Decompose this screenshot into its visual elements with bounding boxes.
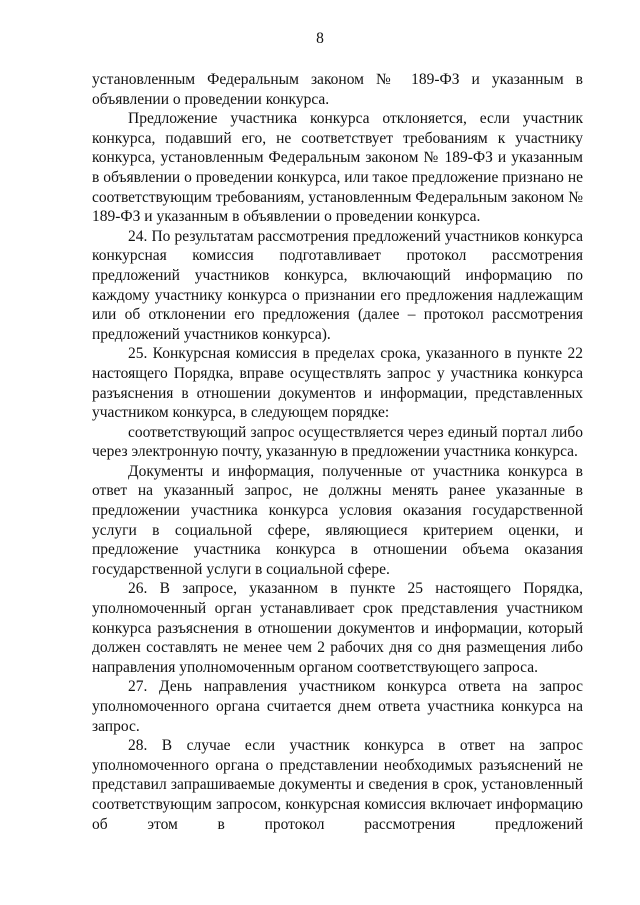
page-number: 8 — [316, 30, 324, 47]
paragraph-clause-28: 28. В случае если участник конкурса в ответ на запрос уполномоченного органа о представлении необходимых разъяснений не представил запрашиваемые документы и сведения в срок, установленный соответствующим запросом, конкурсная комиссия включает информацию об этом в протокол рассмотрения предложений — [92, 737, 583, 833]
paragraph-clause-26: 26. В запросе, указанном в пункте 25 настоящего Порядка, уполномоченный орган устанавливает срок представления участником конкурса разъяснения в отношении документов и информации, который должен составлять не менее чем 2 рабочих дня со дня размещения либо направления уполномоченным органом соответствующего запроса. — [92, 580, 583, 676]
paragraph-continuation: установленным Федеральным законом № 189-ФЗ и указанным в объявлении о проведении конкурса. — [92, 71, 583, 108]
document-body — [92, 70, 583, 834]
paragraph-clause-25: 25. Конкурсная комиссия в пределах срока, указанного в пункте 22 настоящего Порядка, вправе осуществлять запрос у участника конкурса разъяснения в отношении документов и информации, представленных участником конкурса, в следующем порядке: — [92, 345, 583, 422]
paragraph-clause-27: 27. День направления участником конкурса ответа на запрос уполномоченного органа считается днем ответа участника конкурса на запрос. — [92, 678, 583, 735]
paragraph-clause-24: 24. По результатам рассмотрения предложений участников конкурса конкурсная комиссия подготавливает протокол рассмотрения предложений участников конкурса, включающий информацию по каждому участнику конкурса о признании его предложения надлежащим или об отклонении его предложения (далее – протокол рассмотрения предложений участников конкурса). — [92, 227, 583, 343]
paragraph-request-procedure: соответствующий запрос осуществляется через единый портал либо через электронную почту, указанную в предложении участника конкурса. — [92, 423, 583, 461]
paragraph-documents-info: Документы и информация, полученные от участника конкурса в ответ на указанный запрос, не должны менять ранее указанные в предложении участника конкурса условия оказания государственной услуги в социальной сфере, являющиеся критерием оценки, и предложение участника конкурса в отношении объема оказания государственной услуги в социальной сфере. — [92, 462, 583, 578]
paragraph-rejection: Предложение участника конкурса отклоняется, если участник конкурса, подавший его, не соответствует требованиям к участнику конкурса, установленным Федеральным законом № 189-ФЗ и указанным в объявлении о проведении конкурса, или такое предложение признано не соответствующим требованиям, установленным Федеральным законом № 189-ФЗ и указанным в объявлении о проведении конкурса. — [92, 110, 583, 226]
